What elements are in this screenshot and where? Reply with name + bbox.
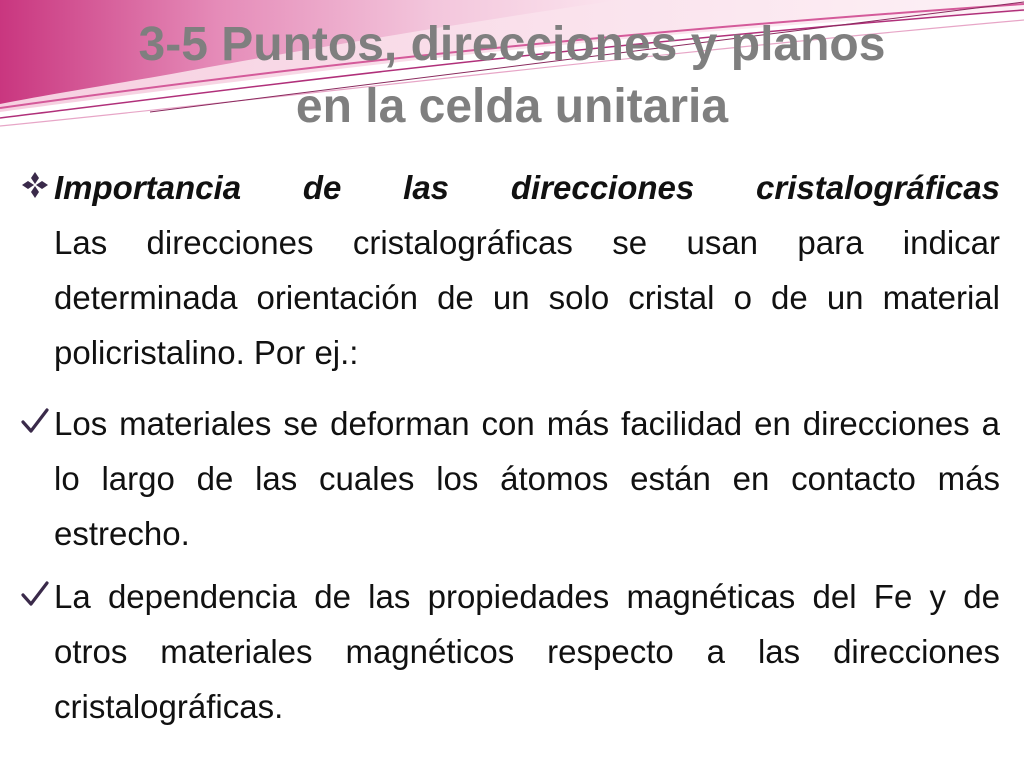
section-heading: Importancia de las direcciones cristalográficas [54,169,1000,206]
slide-title-line-1: 3-5 Puntos, direcciones y planos [138,18,886,71]
diamond-quad-icon [20,170,50,200]
section-body: Las direcciones cristalográficas se usan para indicar determinada orientación de un solo cristal o de un material policristalino. Por ej.: [54,224,1000,371]
point-text: La dependencia de las propiedades magnéticas del Fe y de otros materiales magnéticos respecto a las direcciones cristalográficas. [54,578,1000,725]
slide-title [0,14,1024,138]
section-importancia [20,160,1000,380]
checkmark-icon [20,579,50,609]
slide-title-line-2: en la celda unitaria [295,80,729,133]
point-item [20,396,1000,561]
point-text: Los materiales se deforman con más facilidad en direcciones a lo largo de las cuales los átomos están en contacto más estrecho. [54,405,1000,552]
point-item [20,569,1000,734]
checkmark-icon [20,406,50,436]
slide-content [20,160,1000,734]
